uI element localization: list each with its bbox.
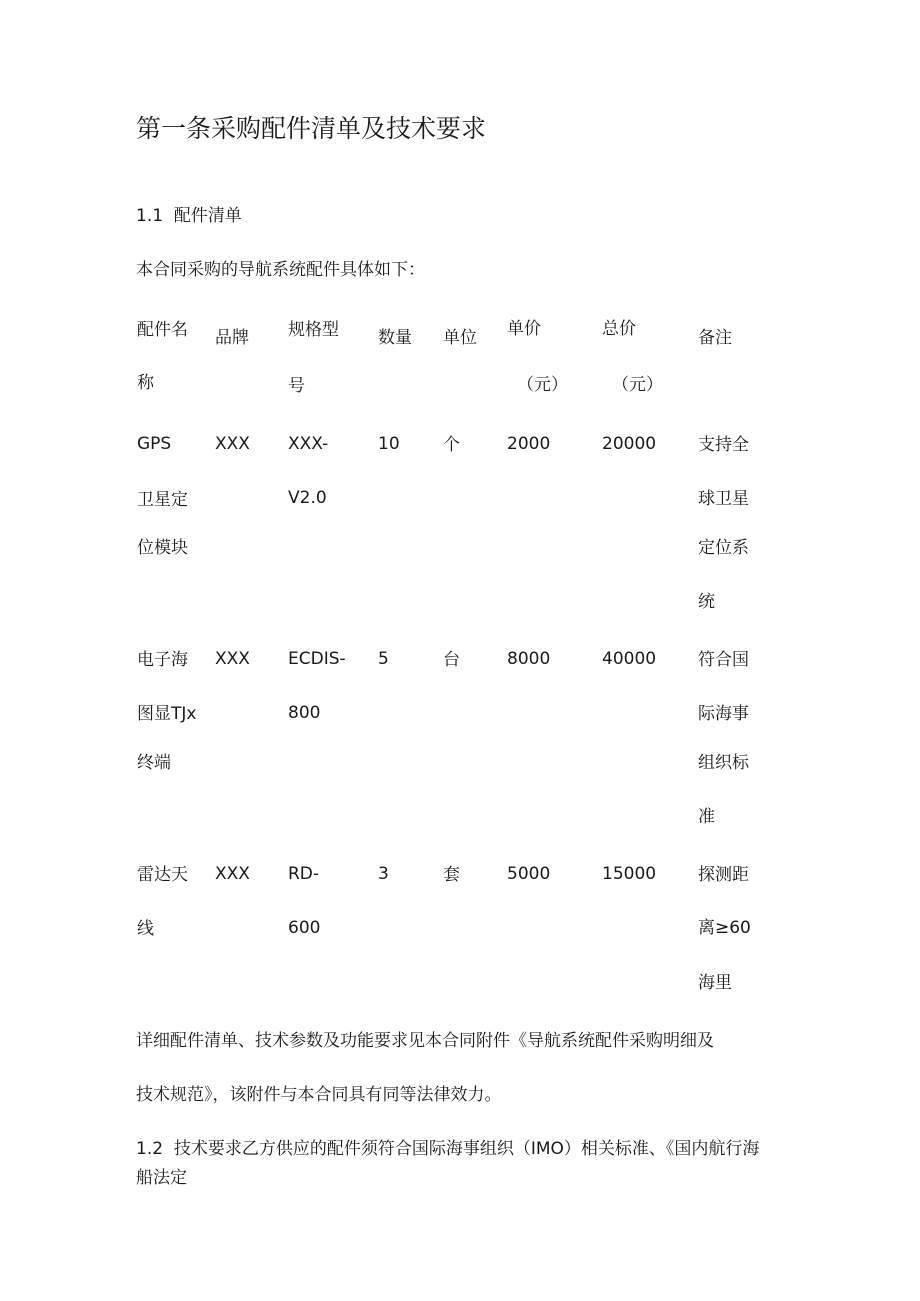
row2-brand: XXX (215, 649, 250, 669)
row1-name-line3: 位模块 (137, 538, 188, 558)
row1-total-price: 20000 (602, 434, 657, 454)
row1-spec-line1: XXX- (288, 434, 329, 454)
header-unit-price-line1: 单价 (507, 319, 541, 339)
row1-name-line1: GPS (137, 434, 172, 454)
row1-remark-line4: 统 (698, 592, 715, 612)
row3-qty: 3 (378, 864, 389, 884)
row3-name-line1: 雷达天 (137, 865, 188, 885)
row1-name-line2: 卫星定 (137, 490, 188, 510)
row2-spec-line1: ECDIS- (288, 649, 346, 669)
row3-remark-line2: 离≥60 (698, 918, 751, 938)
row2-unit-price: 8000 (507, 649, 551, 669)
section-heading-1-1 (136, 204, 242, 228)
appendix-note-line1: 详细配件清单、技术参数及功能要求见本合同附件《导航系统配件采购明细及 (136, 1031, 714, 1051)
row2-remark-line1: 符合国 (698, 650, 749, 670)
section-1-2-line2: 船法定 (136, 1168, 187, 1188)
header-unit: 单位 (443, 328, 477, 348)
row2-name-line3: 终端 (137, 753, 171, 773)
row3-spec-line1: RD- (288, 864, 320, 884)
header-total-price-line2: （元） (612, 375, 663, 395)
row3-unit-price: 5000 (507, 864, 551, 884)
row3-spec-line2: 600 (288, 918, 321, 938)
row1-brand: XXX (215, 434, 250, 454)
row2-name-line1: 电子海 (137, 650, 188, 670)
row3-remark-line1: 探测距 (698, 865, 749, 885)
row3-total-price: 15000 (602, 864, 657, 884)
header-name-line2: 称 (137, 373, 154, 393)
header-spec-line1: 规格型 (288, 320, 339, 340)
row1-unit: 个 (443, 435, 460, 455)
section-1-2-line1 (136, 1137, 759, 1161)
section-number: 1.2 (136, 1139, 164, 1159)
row1-remark-line3: 定位系 (698, 538, 749, 558)
row1-spec-line2: V2.0 (288, 488, 327, 508)
section-title: 配件清单 (173, 206, 242, 226)
row2-qty: 5 (378, 649, 389, 669)
row2-remark-line3: 组织标 (698, 753, 749, 773)
intro-paragraph: 本合同采购的导航系统配件具体如下： (136, 260, 425, 280)
row1-remark-line2: 球卫星 (698, 489, 749, 509)
row1-qty: 10 (378, 434, 400, 454)
header-total-price-line1: 总价 (602, 319, 636, 339)
row3-brand: XXX (215, 864, 250, 884)
section-number: 1.1 (136, 206, 164, 226)
row2-name-line2: 图显TJx (137, 704, 197, 724)
header-brand: 品牌 (215, 328, 249, 348)
header-name-line1: 配件名 (137, 320, 188, 340)
header-unit-price-line2: （元） (517, 375, 568, 395)
page-title: 第一条采购配件清单及技术要求 (136, 114, 487, 143)
row2-remark-line2: 际海事 (698, 704, 749, 724)
row2-unit: 台 (443, 650, 460, 670)
row2-total-price: 40000 (602, 649, 657, 669)
header-remark: 备注 (698, 328, 732, 348)
row3-unit: 套 (443, 865, 460, 885)
header-spec-line2: 号 (288, 376, 305, 396)
row1-remark-line1: 支持全 (698, 435, 749, 455)
row2-spec-line2: 800 (288, 703, 321, 723)
header-qty: 数量 (378, 328, 412, 348)
row3-name-line2: 线 (137, 919, 154, 939)
row3-remark-line3: 海里 (698, 973, 732, 993)
row1-unit-price: 2000 (507, 434, 551, 454)
row2-remark-line4: 准 (698, 807, 715, 827)
appendix-note-line2: 技术规范》，该附件与本合同具有同等法律效力。 (136, 1085, 502, 1105)
section-1-2-text: 技术要求乙方供应的配件须符合国际海事组织（IMO）相关标准、《国内航行海 (173, 1139, 760, 1159)
